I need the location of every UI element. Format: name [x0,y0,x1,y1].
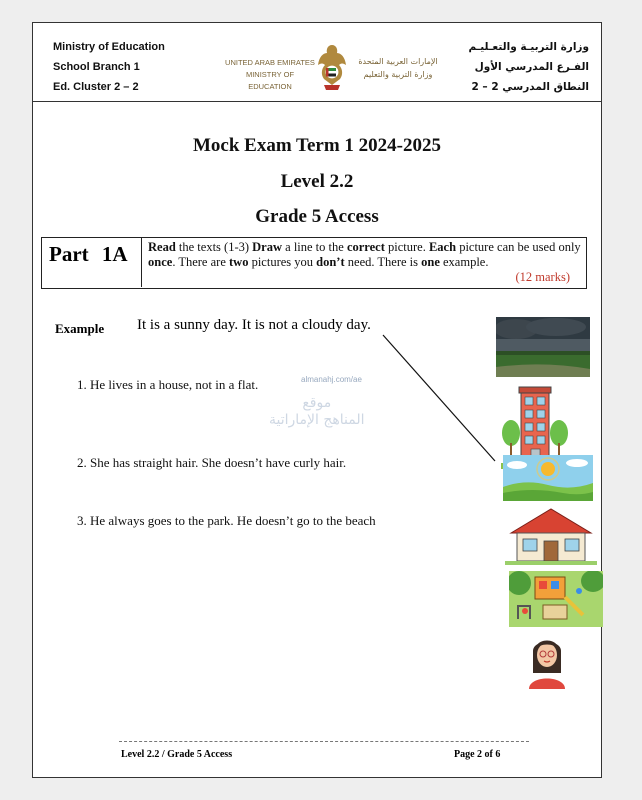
question-2: 2. She has straight hair. She doesn’t have curly hair. [77,455,347,470]
header-ministry: Ministry of Education [53,41,165,53]
instruction-run: once [148,255,173,269]
header-ministry-ar: وزارة التربيـة والتعـليـم [468,41,589,53]
example-label: Example [55,321,105,336]
part-marks: (12 marks) [515,270,570,284]
woman-straight-hair-picture-icon[interactable] [523,633,571,689]
instruction-run: correct [346,240,385,254]
header-branch: School Branch 1 [53,61,140,73]
exam-title: Mock Exam Term 1 2024-2025 [192,135,442,156]
cloudy-day-picture-icon[interactable] [496,317,590,377]
watermark-arabic-line-2: المناهج الإماراتية [269,412,365,428]
footer-page-number: Page 2 of 6 [454,749,501,760]
header-branch-ar: الفـرع المدرسي الأول [474,61,589,73]
instruction-run: Read [148,240,176,254]
footer-level: Level 2.2 / Grade 5 Access [121,749,233,760]
question-1: 1. He lives in a house, not in a flat. [77,377,259,392]
instruction-run: one [421,255,440,269]
watermark-url: almanahj.com/ae [301,375,362,384]
sunny-day-picture-icon[interactable] [503,455,593,501]
instruction-run: . There are [172,255,229,269]
question-3: 3. He always goes to the park. He doesn’t go to the beach [77,513,376,528]
instruction-run: need. There is [344,255,422,269]
grade-title: Grade 5 Access [255,206,379,227]
instruction-run: Each [428,240,457,254]
example-sentence: It is a sunny day. It is not a cloudy day. [137,317,371,333]
instruction-run: two [229,255,249,269]
part-label: Part 1A [42,238,142,287]
instruction-run: the texts (1-3) [175,240,253,254]
instruction-run: don’t [316,255,345,269]
footer-divider [119,741,529,742]
instruction-run: pictures you [248,255,317,269]
house-picture-icon[interactable] [505,507,597,565]
instruction-run: example. [439,255,489,269]
header-moe-label-ar: وزارة التربية والتعليم [363,70,433,79]
watermark-arabic-line-1: موقع [302,395,332,411]
exam-page [32,22,602,778]
header-uae-label: UNITED ARAB EMIRATES [225,58,315,67]
instruction-run: picture can be used only [456,240,581,254]
header-cluster-ar: النطاق المدرسي 2 – 2 [471,81,589,93]
level-title: Level 2.2 [280,171,354,192]
playground-park-picture-icon[interactable] [509,571,603,627]
instruction-run: picture. [384,240,429,254]
instruction-run: Draw [252,240,283,254]
header-moe-label: MINISTRY OF EDUCATION [245,70,295,91]
header-uae-label-ar: الإمارات العربية المتحدة [358,57,438,66]
instruction-run: a line to the [282,240,347,254]
header-cluster: Ed. Cluster 2 – 2 [53,81,139,93]
